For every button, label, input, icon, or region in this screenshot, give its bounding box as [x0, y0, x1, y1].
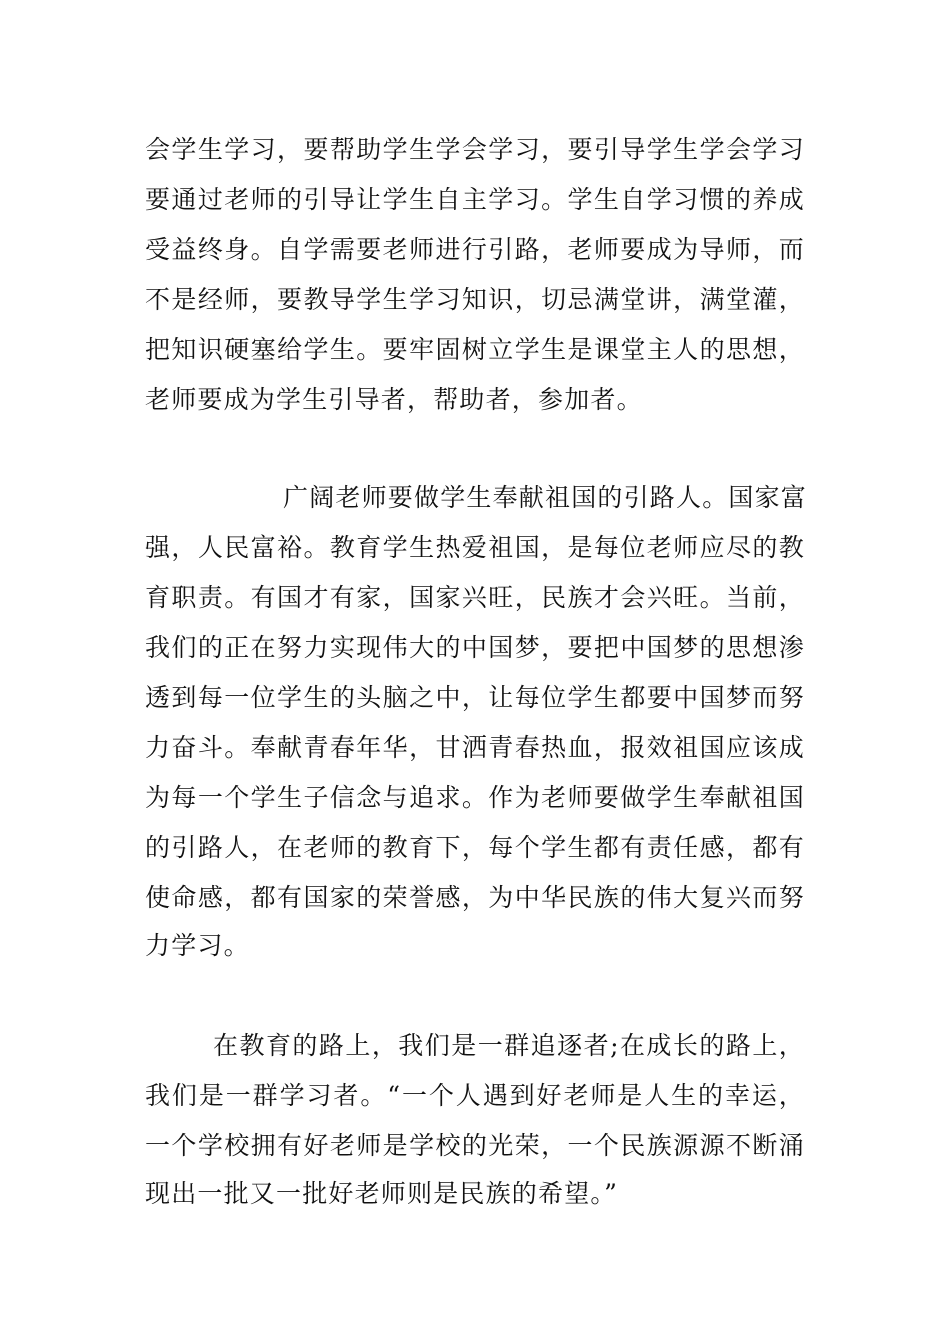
paragraph-2-line-7: 为每一个学生子信念与追求。作为老师要做学生奉献祖国	[145, 783, 805, 812]
paragraph-1-line-6: 老师要成为学生引导者，帮助者，参加者。	[145, 385, 643, 414]
paragraph-3-line-2: 我们是一群学习者。“一个人遇到好老师是人生的幸运，	[145, 1081, 805, 1110]
paragraph-1-line-3: 受益终身。自学需要老师进行引路，老师要成为导师，而	[145, 235, 805, 264]
paragraph-3-line-1: 在教育的路上，我们是一群追逐者;在成长的路上，	[213, 1031, 805, 1060]
paragraph-1-line-1: 会学生学习，要帮助学生学会学习，要引导学生学会学习	[145, 135, 805, 164]
paragraph-2-line-10: 力学习。	[145, 931, 250, 960]
paragraph-1-line-4: 不是经师，要教导学生学习知识，切忌满堂讲，满堂灌，	[145, 285, 805, 314]
paragraph-3-line-3: 一个学校拥有好老师是学校的光荣，一个民族源源不断涌	[145, 1131, 805, 1160]
paragraph-1-line-2: 要通过老师的引导让学生自主学习。学生自学习惯的养成	[145, 185, 805, 214]
paragraph-2-line-5: 透到每一位学生的头脑之中，让每位学生都要中国梦而努	[145, 683, 805, 712]
paragraph-3-line-4: 现出一批又一批好老师则是民族的希望。”	[145, 1179, 619, 1208]
paragraph-2-line-9: 使命感，都有国家的荣誉感，为中华民族的伟大复兴而努	[145, 883, 805, 912]
paragraph-2-line-2: 强，人民富裕。教育学生热爱祖国，是每位老师应尽的教	[145, 533, 805, 562]
paragraph-2-line-8: 的引路人，在老师的教育下，每个学生都有责任感，都有	[145, 833, 805, 862]
paragraph-1-line-5: 把知识硬塞给学生。要牢固树立学生是课堂主人的思想，	[145, 335, 805, 364]
paragraph-2-line-1: 广阔老师要做学生奉献祖国的引路人。国家富	[283, 483, 808, 512]
paragraph-2-line-3: 育职责。有国才有家，国家兴旺，民族才会兴旺。当前，	[145, 583, 805, 612]
paragraph-2-line-4: 我们的正在努力实现伟大的中国梦，要把中国梦的思想渗	[145, 633, 805, 662]
paragraph-2-line-6: 力奋斗。奉献青春年华，甘洒青春热血，报效祖国应该成	[145, 733, 805, 762]
